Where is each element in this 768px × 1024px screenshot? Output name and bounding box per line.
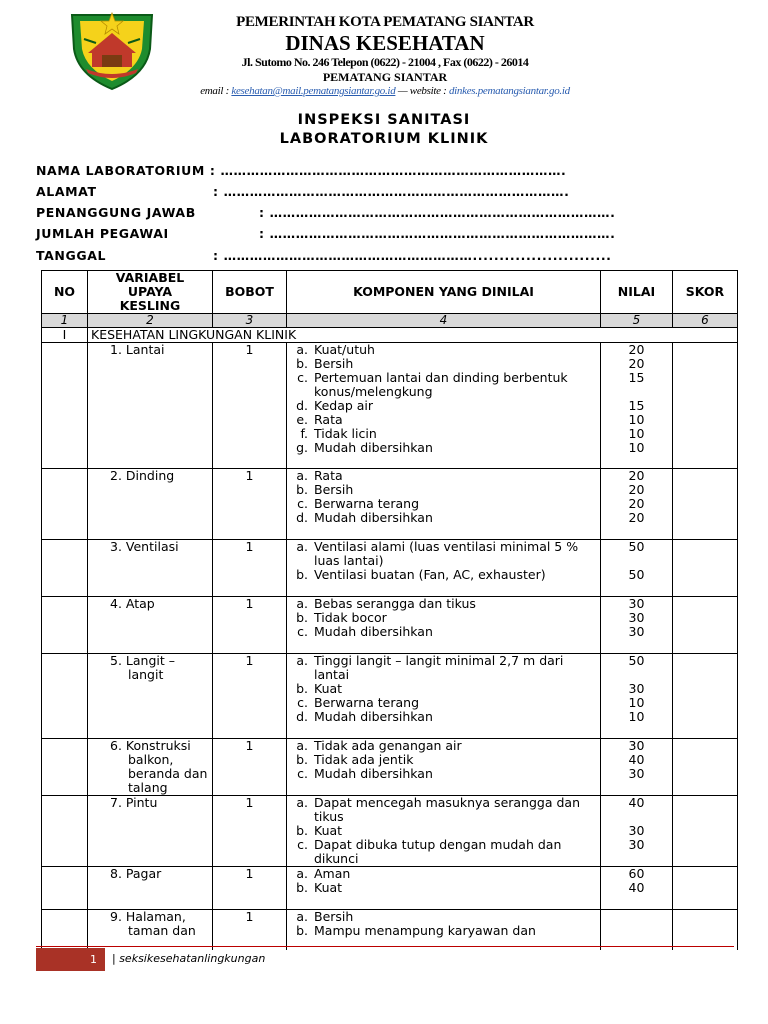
row-skor (673, 867, 738, 910)
email-label: email : (200, 85, 232, 97)
komponen-item: b. Ventilasi buatan (Fan, AC, exhauster) (312, 568, 597, 582)
table-row (42, 343, 738, 469)
bobot-value: 1 (245, 342, 254, 357)
bobot-value: 1 (245, 738, 254, 753)
komponen-item: d. Kedap air (312, 399, 597, 413)
komponen-item: e. Rata (312, 413, 597, 427)
nilai-value: 40 (628, 880, 645, 895)
komponen-item: b. Kuat (312, 682, 597, 696)
field-dots: ……………………………………………………………………. (269, 205, 616, 220)
bobot-value: 1 (245, 539, 254, 554)
row-nilai (601, 739, 673, 796)
field-dots: ……………………………………………………………………. (269, 226, 616, 241)
row-skor (673, 739, 738, 796)
row-nilai (601, 469, 673, 540)
table-row (42, 654, 738, 739)
variabel-label: 3. Ventilasi (110, 539, 179, 554)
komponen-list (290, 540, 597, 582)
nilai-value: 40 (628, 795, 645, 810)
nilai-value: 10 (628, 426, 645, 441)
column-number: 4 (287, 314, 601, 328)
row-no (42, 597, 88, 654)
letterhead (170, 14, 600, 98)
row-nilai (601, 654, 673, 739)
field-colon: : (213, 184, 219, 199)
row-komponen (287, 343, 601, 469)
nilai-value (604, 810, 669, 824)
row-bobot (213, 469, 287, 540)
row-bobot (213, 910, 287, 950)
column-number: 6 (673, 314, 738, 328)
email-link[interactable]: kesehatan@mail.pematangsiantar.go.id (231, 85, 396, 97)
komponen-item: b. Mampu menampung karyawan dan (312, 924, 597, 938)
row-skor (673, 910, 738, 950)
row-komponen (287, 796, 601, 867)
column-number-row (42, 314, 738, 328)
header-skor: SKOR (673, 271, 738, 314)
komponen-item: c. Mudah dibersihkan (312, 767, 597, 781)
contact-line (170, 84, 600, 98)
row-variabel (88, 597, 213, 654)
table-row (42, 540, 738, 597)
nilai-value: 20 (628, 496, 645, 511)
title-line-2: LABORATORIUM KLINIK (279, 131, 489, 147)
komponen-item: a. Dapat mencegah masuknya serangga dan tikus (312, 796, 597, 824)
nilai-value: 50 (628, 539, 645, 554)
komponen-item: a. Kuat/utuh (312, 343, 597, 357)
komponen-item: c. Pertemuan lantai dan dinding berbentuk konus/melengkung (312, 371, 597, 399)
row-nilai (601, 867, 673, 910)
komponen-list (290, 796, 597, 866)
column-number: 3 (213, 314, 287, 328)
nilai-value (604, 554, 669, 568)
row-no (42, 540, 88, 597)
column-number: 2 (88, 314, 213, 328)
nilai-value: 10 (628, 709, 645, 724)
field-jumlah-pegawai (36, 226, 616, 241)
nilai-value: 15 (628, 370, 645, 385)
row-no (42, 867, 88, 910)
komponen-item: a. Aman (312, 867, 597, 881)
agency-address: Jl. Sutomo No. 246 Telepon (0622) - 21004 , Fax (0622) - 26014 (241, 55, 529, 69)
row-komponen (287, 597, 601, 654)
table-row (42, 867, 738, 910)
komponen-item: b. Tidak bocor (312, 611, 597, 625)
row-variabel (88, 469, 213, 540)
nilai-value: 30 (628, 837, 645, 852)
field-label: PENANGGUNG JAWAB (36, 205, 196, 220)
nilai-value: 30 (628, 766, 645, 781)
table-row (42, 469, 738, 540)
variabel-label: 1. Lantai (110, 342, 165, 357)
footer-text: | seksikesehatanlingkungan (112, 952, 266, 965)
nilai-value (604, 668, 669, 682)
bobot-value: 1 (245, 909, 254, 924)
komponen-item: c. Mudah dibersihkan (312, 625, 597, 639)
komponen-item: d. Mudah dibersihkan (312, 710, 597, 724)
row-no (42, 910, 88, 950)
komponen-item: c. Berwarna terang (312, 696, 597, 710)
website-link[interactable]: dinkes.pematangsiantar.go.id (448, 85, 570, 97)
komponen-item: c. Berwarna terang (312, 497, 597, 511)
table-row (42, 796, 738, 867)
agency-city: PEMATANG SIANTAR (322, 70, 448, 84)
row-komponen (287, 739, 601, 796)
bobot-value: 1 (245, 866, 254, 881)
header-bobot: BOBOT (213, 271, 287, 314)
variabel-label: 4. Atap (110, 596, 155, 611)
nilai-value: 50 (628, 567, 645, 582)
row-nilai (601, 343, 673, 469)
komponen-item: c. Dapat dibuka tutup dengan mudah dan dikunci (312, 838, 597, 866)
header-variabel: VARIABEL UPAYA KESLING (88, 271, 213, 314)
nilai-value: 20 (628, 356, 645, 371)
row-variabel (88, 654, 213, 739)
table-row (42, 739, 738, 796)
row-bobot (213, 540, 287, 597)
nilai-value: 30 (628, 624, 645, 639)
pemko-emblem-logo (66, 9, 158, 91)
komponen-list (290, 910, 597, 938)
nilai-value: 30 (628, 823, 645, 838)
row-no (42, 469, 88, 540)
field-colon: : (259, 226, 265, 241)
nilai-value: 40 (628, 752, 645, 767)
section-row (42, 328, 738, 343)
field-tanggal (36, 248, 612, 263)
komponen-item: a. Ventilasi alami (luas ventilasi minimal 5 % luas lantai) (312, 540, 597, 568)
header-komponen: KOMPONEN YANG DINILAI (287, 271, 601, 314)
komponen-item: b. Kuat (312, 881, 597, 895)
komponen-list (290, 343, 597, 455)
row-nilai (601, 540, 673, 597)
variabel-label: 2. Dinding (110, 468, 175, 483)
field-colon: : (213, 248, 219, 263)
field-label: TANGGAL (36, 248, 107, 263)
footer-divider (36, 946, 734, 947)
nilai-value: 30 (628, 681, 645, 696)
nilai-value: 30 (628, 596, 645, 611)
bobot-value: 1 (245, 795, 254, 810)
row-skor (673, 654, 738, 739)
row-variabel (88, 739, 213, 796)
nilai-value: 20 (628, 342, 645, 357)
komponen-item: a. Bersih (312, 910, 597, 924)
header-no: NO (42, 271, 88, 314)
variabel-label: 7. Pintu (110, 795, 158, 810)
komponen-list (290, 867, 597, 895)
row-skor (673, 469, 738, 540)
column-number: 1 (42, 314, 88, 328)
row-bobot (213, 796, 287, 867)
nilai-value: 15 (628, 398, 645, 413)
field-penanggung-jawab (36, 205, 616, 220)
komponen-item: a. Tinggi langit – langit minimal 2,7 m dari lantai (312, 654, 597, 682)
nilai-value: 50 (628, 653, 645, 668)
field-dots: ……………………………………………………………………. (223, 184, 570, 199)
table-row (42, 910, 738, 950)
header-nilai: NILAI (601, 271, 673, 314)
komponen-list (290, 739, 597, 781)
field-dots: ……………………………………………………………………. (220, 163, 567, 178)
row-nilai (601, 910, 673, 950)
row-no (42, 654, 88, 739)
komponen-item: d. Mudah dibersihkan (312, 511, 597, 525)
title-line-1: INSPEKSI SANITASI (297, 112, 471, 128)
nilai-value: 60 (628, 866, 645, 881)
komponen-item: b. Bersih (312, 483, 597, 497)
komponen-item: a. Bebas serangga dan tikus (312, 597, 597, 611)
table-header-row (42, 271, 738, 314)
row-variabel (88, 910, 213, 950)
row-variabel (88, 540, 213, 597)
field-label: JUMLAH PEGAWAI (36, 226, 169, 241)
website-label: — website : (395, 85, 449, 97)
bobot-value: 1 (245, 468, 254, 483)
field-alamat (36, 184, 570, 199)
komponen-item: b. Kuat (312, 824, 597, 838)
row-komponen (287, 654, 601, 739)
field-nama-laboratorium (36, 163, 566, 178)
row-komponen (287, 469, 601, 540)
row-no (42, 796, 88, 867)
field-dots: ………………………………………………….......................... (223, 248, 612, 263)
nilai-value: 30 (628, 610, 645, 625)
komponen-item: g. Mudah dibersihkan (312, 441, 597, 455)
table-body (42, 343, 738, 950)
row-nilai (601, 796, 673, 867)
row-bobot (213, 739, 287, 796)
government-name: PEMERINTAH KOTA PEMATANG SIANTAR (236, 14, 534, 30)
column-number: 5 (601, 314, 673, 328)
page-number: 1 (36, 948, 105, 971)
row-no (42, 343, 88, 469)
row-variabel (88, 867, 213, 910)
nilai-value: 10 (628, 412, 645, 427)
nilai-value: 20 (628, 468, 645, 483)
row-bobot (213, 867, 287, 910)
table-row (42, 597, 738, 654)
variabel-label: 6. Konstruksi balkon, beranda dan talang (110, 738, 208, 795)
variabel-label: 9. Halaman, taman dan (110, 909, 196, 938)
field-label: NAMA LABORATORIUM : (36, 163, 216, 178)
row-skor (673, 796, 738, 867)
nilai-value: 30 (628, 738, 645, 753)
row-bobot (213, 597, 287, 654)
nilai-value: 10 (628, 695, 645, 710)
komponen-item: b. Tidak ada jentik (312, 753, 597, 767)
nilai-value: 10 (628, 440, 645, 455)
komponen-item: b. Bersih (312, 357, 597, 371)
variabel-label: 5. Langit – langit (110, 653, 175, 682)
inspection-table (41, 270, 738, 950)
row-komponen (287, 910, 601, 950)
nilai-value (604, 385, 669, 399)
row-komponen (287, 867, 601, 910)
section-number: I (42, 328, 88, 343)
bobot-value: 1 (245, 596, 254, 611)
row-skor (673, 597, 738, 654)
row-nilai (601, 597, 673, 654)
row-bobot (213, 654, 287, 739)
komponen-item: a. Tidak ada genangan air (312, 739, 597, 753)
komponen-list (290, 597, 597, 639)
row-komponen (287, 540, 601, 597)
row-variabel (88, 343, 213, 469)
field-label: ALAMAT (36, 184, 97, 199)
row-variabel (88, 796, 213, 867)
row-no (42, 739, 88, 796)
document-title (0, 111, 768, 149)
nilai-value: 20 (628, 482, 645, 497)
komponen-list (290, 469, 597, 525)
bobot-value: 1 (245, 653, 254, 668)
row-bobot (213, 343, 287, 469)
row-skor (673, 343, 738, 469)
komponen-list (290, 654, 597, 724)
section-title: KESEHATAN LINGKUNGAN KLINIK (88, 328, 738, 343)
variabel-label: 8. Pagar (110, 866, 162, 881)
agency-name: DINAS KESEHATAN (285, 31, 485, 55)
komponen-item: f. Tidak licin (312, 427, 597, 441)
nilai-value: 20 (628, 510, 645, 525)
field-colon: : (259, 205, 265, 220)
komponen-item: a. Rata (312, 469, 597, 483)
row-skor (673, 540, 738, 597)
